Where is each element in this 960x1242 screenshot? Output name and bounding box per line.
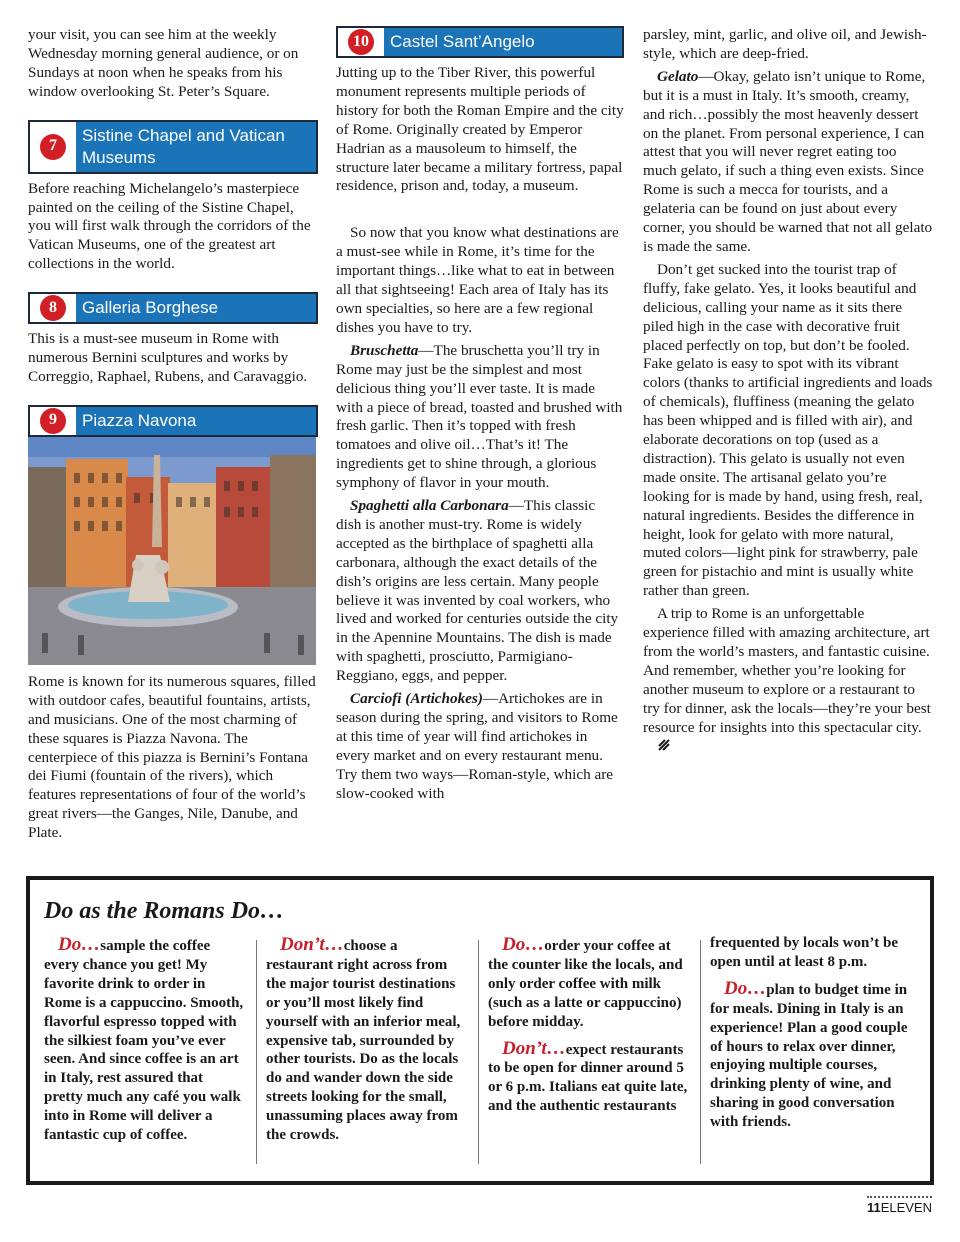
- section-number-badge: 10: [348, 29, 374, 55]
- tip-lead: Do…: [502, 934, 545, 955]
- tip-lead: Do…: [58, 934, 101, 955]
- magazine-name: ELEVEN: [880, 1200, 932, 1215]
- gelato-paragraph-2: Don’t get sucked into the tourist trap of fluffy, fake gelato. Yes, it looks beautiful and delicious, calling your name as it sits there piled high in the case with decorative fruit placed perfectly on top, but don’t be fooled. Fake gelato is easy to spot with its vibrant colors (thanks to artificial ingredients and loads of chemicals), fluffiness (meaning the gelato has been whipped and is filled with air), and elaborate decorations on top (used as a distraction). This gelato is usually not even made onsite. The artisanal gelato you’re looking for is made by hand, using fresh, real, natural ingredients. Besides the difference in height, look for gelato with more natural, muted colors—light pink for strawberry, pale green for pistachio and mint is usually white rather than green.: [643, 260, 933, 600]
- section-number-badge: 9: [40, 408, 66, 434]
- tip-lead: Do…: [724, 977, 767, 999]
- section-title: Piazza Navona: [82, 410, 197, 430]
- dish-carciofi: [336, 690, 624, 803]
- tips-column-3: [488, 936, 688, 1124]
- tips-title: Do as the Romans Do…: [44, 898, 285, 924]
- page-footer: [867, 1196, 932, 1215]
- closing-paragraph: [643, 605, 933, 757]
- column-2: [336, 26, 624, 808]
- section-number-badge: 7: [40, 134, 66, 160]
- section-title: Castel Sant’Angelo: [390, 32, 535, 51]
- tips-divider: [478, 940, 479, 1164]
- tips-column-4: [710, 934, 914, 1140]
- section-header-borghese: [28, 292, 318, 324]
- section-header-navona: [28, 405, 318, 437]
- continuation-paragraph: parsley, mint, garlic, and olive oil, and Jewish-style, which are deep-fried.: [643, 26, 927, 62]
- intro-paragraph: your visit, you can see him at the weekly Wednesday morning general audience, or on Sundays at noon when he speaks from his window overlooking St. Peter’s Square.: [28, 26, 299, 100]
- dish-text: —The bruschetta you’ll try in Rome may just be the simplest and most delicious thing you’ll ever taste. It is made with a piece of bread, toasted and brushed with fresh garlic. Then it’s topped with fresh tomatoes and olive oil…That’s it! The ingredients get to shine through, a glorious symphony of flavor in your mouth.: [336, 341, 623, 492]
- end-mark-icon: [643, 738, 671, 758]
- dish-name: Gelato: [657, 67, 699, 85]
- tip: [266, 936, 466, 1145]
- dish-text: —Artichokes are in season during the spring, and visitors to Rome at this time of year will find artichokes in every market and on every restaurant menu. Try them two ways—Roman-style, which are slow-cooked with: [336, 690, 618, 802]
- tips-column-2: [266, 936, 466, 1153]
- section-body: Before reaching Michelangelo’s masterpiece painted on the ceiling of the Sistine Chapel, you will first walk through the corridors of the Vatican Museums, one of the greatest art collections in the world.: [28, 179, 311, 273]
- transition-paragraph: So now that you know what destinations are a must-see while in Rome, it’s time for the important things…like what to eat in between all that sightseeing! Each area of Italy has its own specialties, so here are a few regional dishes you have to try.: [336, 224, 619, 336]
- section-title: Galleria Borghese: [82, 298, 219, 318]
- section-header-castel: [336, 26, 624, 58]
- column-3: [643, 26, 933, 761]
- dish-name: Carciofi (Artichokes): [350, 690, 483, 708]
- tip: [710, 977, 914, 1132]
- dish-gelato: [643, 68, 933, 257]
- tip-text: plan to budget time in for meals. Dining in Italy is an experience! Plan a good couple of hours to relax over dinner, enjoying multiple courses, drinking plenty of wine, and sharing in good conversation with friends.: [710, 981, 908, 1131]
- section-body: Jutting up to the Tiber River, this powerful monument represents multiple periods of history for both the Roman Empire and the city of Rome. Originally created by Emperor Hadrian as a mausoleum to himself, the structure later became a military fortress, papal residence, prison and, today, a museum.: [336, 64, 624, 195]
- dish-text: —This classic dish is another must-try. Rome is widely accepted as the birthplace of spaghetti alla carbonara, although the exact details of the dish’s origins are less certain. Many people believe it was invented by coal workers, who lived and worked for centuries outside the city in the Apennine Mountains. The dish is made with spaghetti, prosciutto, Parmigiano-Reggiano, eggs, and pepper.: [336, 497, 619, 685]
- dish-carbonara: [336, 497, 624, 686]
- tip-text: sample the coffee every chance you get! My favorite drink to order in Rome is a cappuccino. Smooth, flavorful espresso topped with the silkiest foam you’ve ever seen. And since coffee is an art in Italy, rest assured that pretty much any café you walk into in Rome will deliver a fantastic cup of coffee.: [44, 938, 244, 1144]
- tip-text: choose a restaurant right across from the major tourist destinations or you’ll most likely find yourself with an inferior meal, expensive tab, surrounded by other tourists. Do as the locals do and wander down the side streets looking for the small, unassuming places away from the crowds.: [266, 938, 461, 1144]
- dish-bruschetta: [336, 342, 624, 493]
- tip: [44, 936, 244, 1145]
- section-body: This is a must-see museum in Rome with numerous Bernini sculptures and works by Correggio, Raphael, Rubens, and Caravaggio.: [28, 330, 308, 385]
- tip-lead: Don’t…: [502, 1037, 566, 1059]
- page-number: 11: [866, 1200, 881, 1215]
- tips-divider: [700, 940, 701, 1164]
- section-body: Rome is known for its numerous squares, filled with outdoor cafes, beautiful fountains, artists, and musicians. One of the most charming of these squares is Piazza Navona. The centerpiece of this piazza is Bernini’s Fontana dei Fiumi (fountain of the rivers), which features representations of four of the world’s great rivers—the Ganges, Nile, Danube, and Plate.: [28, 672, 316, 842]
- dish-text: —Okay, gelato isn’t unique to Rome, but it is a must in Italy. It’s smooth, creamy, and rich…possibly the most heavenly dessert on the planet. From personal experience, I can attest that you will never regret eating too much gelato, if such a thing even exists. Since Rome is such a mecca for tourists, and a gelateria can be found on just about every corner, you should be warned that not all gelato is made the same.: [643, 67, 933, 255]
- tip-text: expect restaurants to be open for dinner around 5 or 6 p.m. Italians eat quite late, and the authentic restaurants: [488, 1041, 688, 1115]
- tip: [488, 936, 688, 1032]
- tip-continuation: frequented by locals won’t be open until at least 8 p.m.: [710, 935, 899, 970]
- tip-text: order your coffee at the counter like the locals, and only order coffee with milk (such as a latte or cappuccino) before midday.: [488, 938, 683, 1030]
- dish-name: Spaghetti alla Carbonara: [350, 497, 509, 515]
- tips-column-1: [44, 936, 244, 1153]
- column-1: [28, 26, 318, 847]
- tip-lead: Don’t…: [280, 934, 344, 955]
- piazza-navona-photo: [28, 437, 316, 665]
- tips-divider: [256, 940, 257, 1164]
- dish-name: Bruschetta: [350, 341, 419, 359]
- section-title: Sistine Chapel and Vatican Museums: [82, 125, 285, 167]
- section-header-sistine: [28, 120, 318, 174]
- closing-text: A trip to Rome is an unforgettable experience filled with amazing architecture, art from the world’s masters, and fantastic cuisine. And remember, whether you’re looking for another museum to explore or a restaurant to try for dinner, ask the locals—they’re your best resource for insights into this spectacular city.: [643, 605, 931, 736]
- section-number-badge: 8: [40, 295, 66, 321]
- tips-box: [26, 876, 934, 1185]
- tip: [488, 1037, 688, 1117]
